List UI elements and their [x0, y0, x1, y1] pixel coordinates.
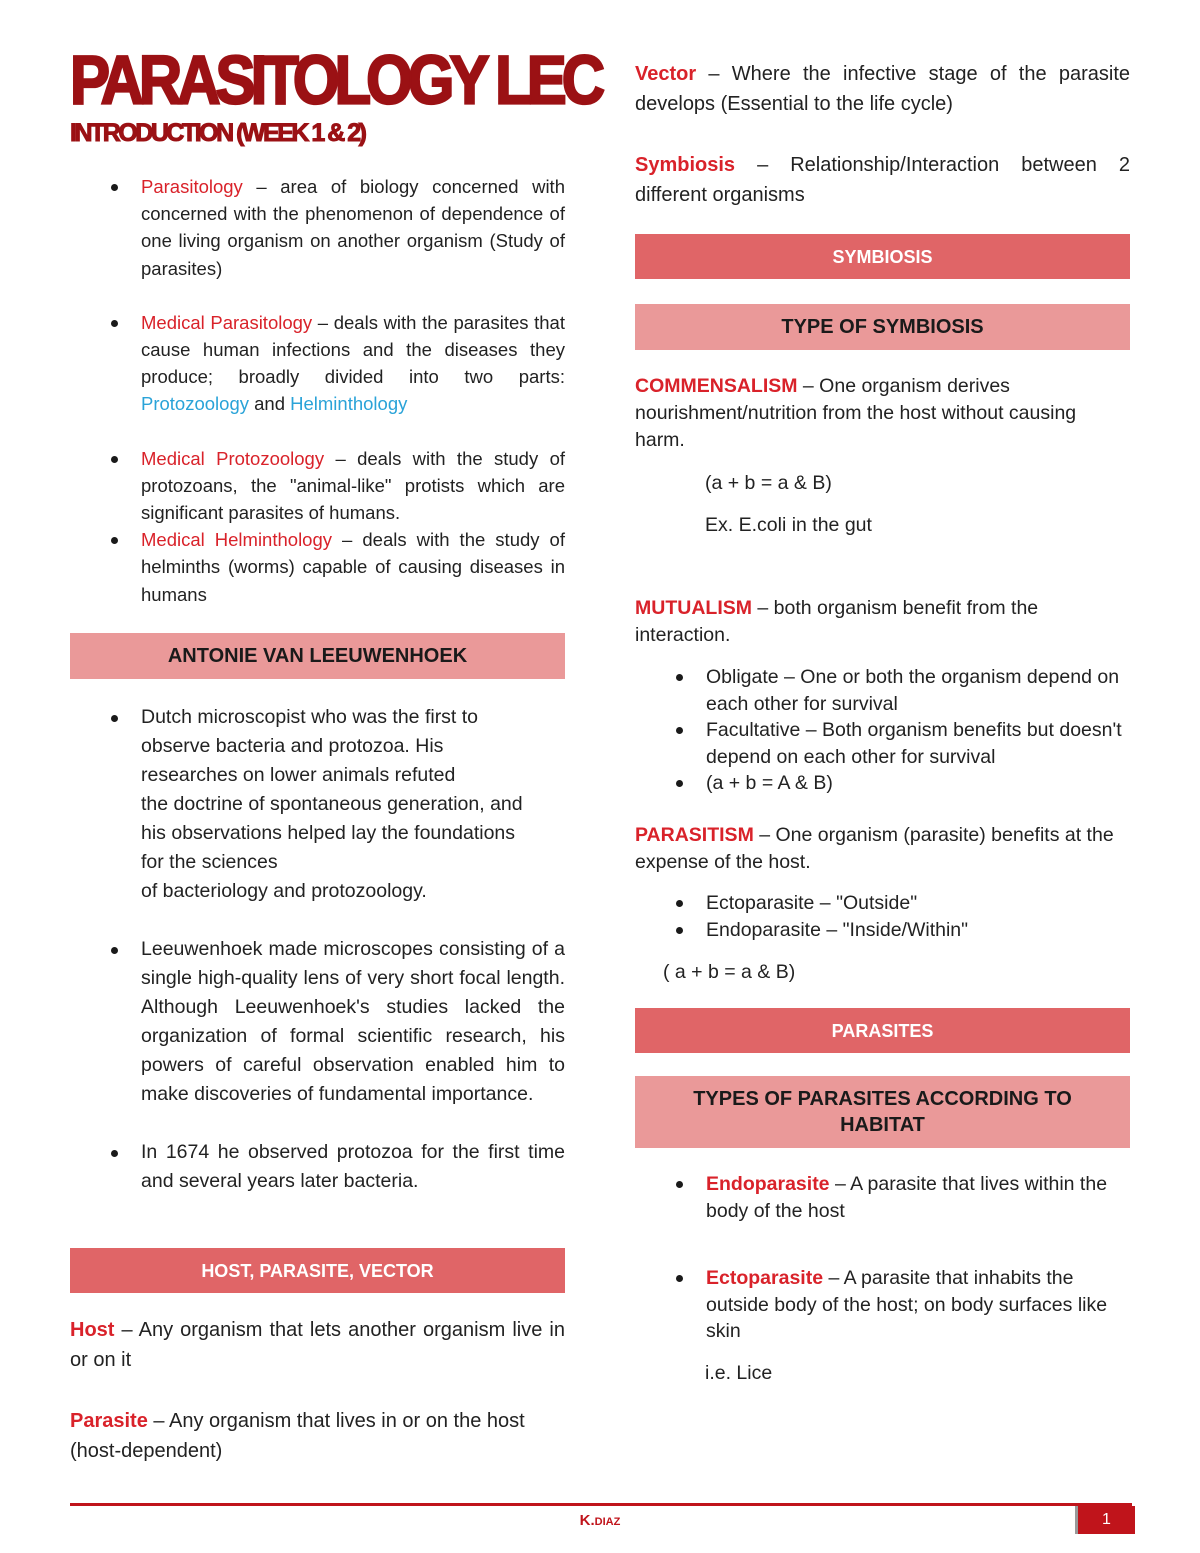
text-line: researches on lower animals refuted — [141, 764, 456, 786]
text-line: observe bacteria and protozoa. His — [141, 735, 444, 757]
leeuwenhoek-list — [70, 703, 565, 1196]
text-line: for the sciences — [141, 851, 278, 873]
definition-text: – One organism derives nourishment/nutrition from the host without causing harm. — [635, 375, 1077, 451]
list-item — [635, 1265, 1130, 1345]
author-surname: DIAZ — [594, 1516, 621, 1528]
section-heading-leeuwenhoek: ANTONIE VAN LEEUWENHOEK — [70, 633, 565, 679]
definition-text: – both organism benefit from the interaction. — [635, 597, 1039, 646]
term-parasitology: Parasitology — [141, 176, 243, 197]
list-item: Facultative – Both organism benefits but doesn't depend on each other for survival — [635, 717, 1130, 770]
footer-author — [0, 1512, 1200, 1529]
link-protozoology: Protozoology — [141, 393, 249, 415]
definition-text: – Where the infective stage of the parasite develops (Essential to the life cycle) — [635, 63, 1130, 115]
list-item: Leeuwenhoek made microscopes consisting of a single high-quality lens of very short focal length. Although Leeuwenhoek's studies lacked the organization of formal scientific research, his powers of careful observation enabled him to make discoveries of fundamental importance. — [70, 935, 565, 1109]
term-medical-parasitology: Medical Parasitology — [141, 311, 313, 333]
term-medical-helminthology: Medical Helminthology — [141, 529, 333, 551]
definition-parasite — [70, 1406, 565, 1466]
text-line: Dutch microscopist who was the first to — [141, 706, 479, 728]
parasite-types-list — [635, 1171, 1130, 1345]
section-heading-host-parasite-vector: HOST, PARASITE, VECTOR — [70, 1248, 565, 1293]
term-mutualism: MUTUALISM — [635, 597, 752, 619]
definition-commensalism — [635, 373, 1130, 454]
author-initial: K. — [579, 1512, 595, 1529]
document-title: PARASITOLOGY LEC — [70, 41, 601, 119]
definition-text: – deals with the study of protozoans, the "animal-like" protists which are significant parasites of humans. — [141, 447, 565, 524]
definition-text: – area of biology concerned with concerned with the phenomenon of dependence of one living organism on another organism (Study of parasites) — [141, 176, 565, 279]
term-parasite: Parasite — [70, 1410, 148, 1432]
section-heading-parasites: PARASITES — [635, 1008, 1130, 1053]
parasitism-list — [635, 890, 1130, 943]
definition-symbiosis — [635, 150, 1130, 210]
term-host: Host — [70, 1319, 115, 1341]
definition-parasitism — [635, 822, 1130, 876]
list-item — [70, 445, 565, 527]
list-item — [70, 703, 565, 906]
term-medical-protozoology: Medical Protozoology — [141, 447, 325, 469]
intro-definition-list — [70, 173, 565, 608]
term-parasitism: PARASITISM — [635, 824, 754, 846]
definition-text: – deals with the parasites that cause human infections and the diseases they produce; broadly divided into two parts: — [141, 311, 565, 388]
definition-text: – Relationship/Interaction between 2 different organisms — [635, 154, 1130, 206]
link-helminthology: Helminthology — [290, 393, 408, 415]
list-item: In 1674 he observed protozoa for the first time and several years later bacteria. — [70, 1138, 565, 1196]
section-heading-type-of-symbiosis: TYPE OF SYMBIOSIS — [635, 304, 1130, 350]
list-item: Endoparasite – "Inside/Within" — [635, 917, 1130, 944]
list-item: Ectoparasite – "Outside" — [635, 890, 1130, 917]
document-subtitle: INTRODUCTION (WEEK 1 & 2) — [70, 119, 365, 147]
footer-divider — [70, 1503, 1132, 1506]
formula-commensalism: (a + b = a & B) — [705, 472, 832, 494]
list-item — [635, 1171, 1130, 1224]
example-commensalism: Ex. E.coli in the gut — [705, 514, 872, 536]
term-symbiosis: Symbiosis — [635, 154, 736, 176]
section-heading-symbiosis: SYMBIOSIS — [635, 234, 1130, 279]
conjunction-text: and — [248, 393, 291, 415]
mutualism-list — [635, 664, 1130, 797]
term-endoparasite: Endoparasite — [706, 1173, 830, 1195]
definition-text: – One organism (parasite) benefits at the expense of the host. — [635, 824, 1114, 873]
example-parasites: i.e. Lice — [705, 1362, 773, 1384]
list-item — [70, 173, 565, 282]
text-line: his observations helped lay the foundations — [141, 822, 516, 844]
definition-text: – A parasite that lives within the body of the host — [706, 1173, 1108, 1222]
list-item: Obligate – One or both the organism depend on each other for survival — [635, 664, 1130, 717]
definition-mutualism — [635, 595, 1130, 649]
list-item: (a + b = A & B) — [635, 770, 1130, 797]
term-vector: Vector — [635, 63, 697, 85]
definition-text: – Any organism that lets another organism live in or on it — [70, 1319, 565, 1371]
definition-text: – deals with the study of helminths (worms) capable of causing diseases in humans — [141, 529, 565, 605]
definition-host — [70, 1315, 565, 1375]
definition-text: – A parasite that inhabits the outside body of the host; on body surfaces like skin — [706, 1267, 1108, 1342]
page-number: 1 — [1075, 1506, 1135, 1534]
list-item — [70, 309, 565, 418]
text-line: of bacteriology and protozoology. — [141, 880, 427, 902]
list-item — [70, 526, 565, 608]
term-ectoparasite: Ectoparasite — [706, 1267, 824, 1289]
section-heading-types-of-parasites: TYPES OF PARASITES ACCORDING TO HABITAT — [635, 1076, 1130, 1148]
definition-vector — [635, 59, 1130, 119]
formula-parasitism: ( a + b = a & B) — [663, 961, 796, 983]
text-line: the doctrine of spontaneous generation, and — [141, 793, 523, 815]
term-commensalism: COMMENSALISM — [635, 375, 798, 397]
definition-text: – Any organism that lives in or on the host (host-dependent) — [70, 1410, 525, 1462]
